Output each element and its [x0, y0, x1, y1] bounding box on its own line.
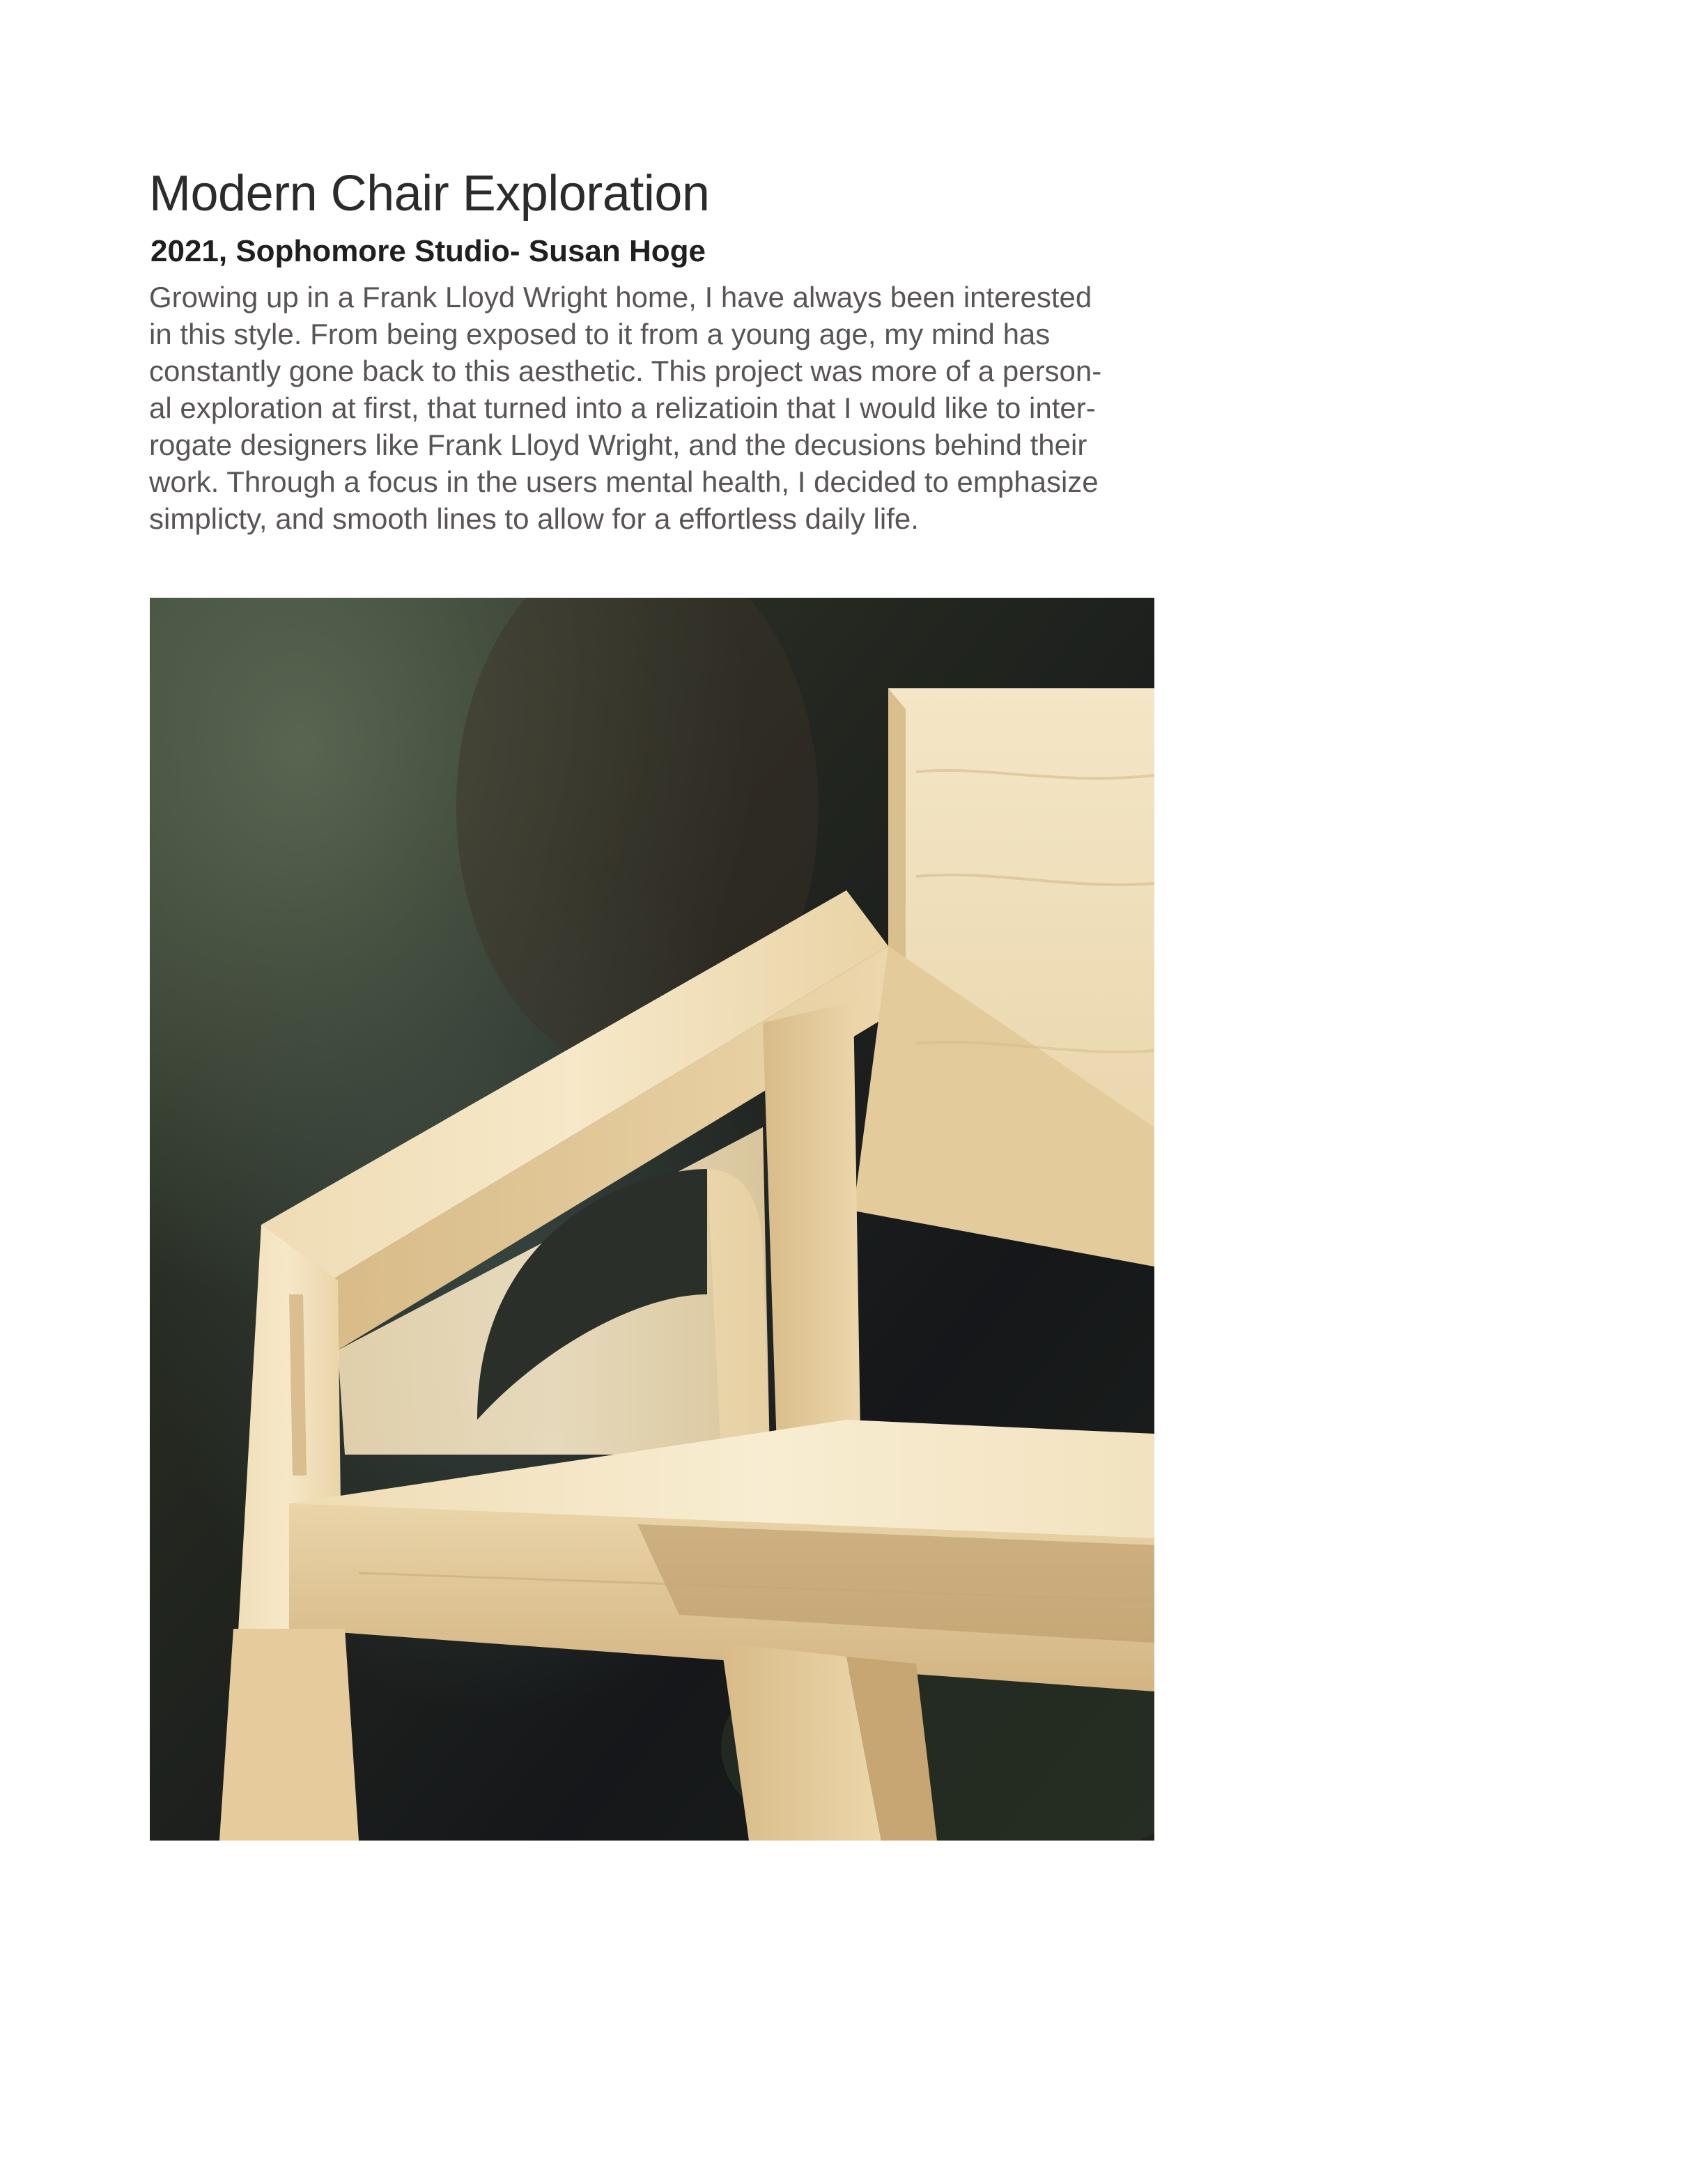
description-line: rogate designers like Frank Lloyd Wright, and the decusions behind their	[149, 428, 1087, 461]
chair-photo	[150, 598, 1154, 1841]
description-line: in this style. From being exposed to it from a young age, my mind has	[149, 318, 1051, 350]
project-description	[149, 279, 1166, 537]
description-line: work. Through a focus in the users mental health, I decided to emphasize	[149, 465, 1099, 498]
description-line: constantly gone back to this aesthetic. This project was more of a person-	[149, 355, 1102, 387]
description-line: Growing up in a Frank Lloyd Wright home, I have always been interested	[149, 281, 1092, 313]
page-title: Modern Chair Exploration	[149, 166, 710, 222]
description-line: simplicty, and smooth lines to allow for a effortless daily life.	[149, 502, 919, 535]
chair-photo-illustration	[150, 598, 1154, 1841]
project-subtitle: 2021, Sophomore Studio- Susan Hoge	[150, 234, 706, 268]
description-line: al exploration at first, that turned into a relizatioin that I would like to inter-	[149, 392, 1096, 424]
